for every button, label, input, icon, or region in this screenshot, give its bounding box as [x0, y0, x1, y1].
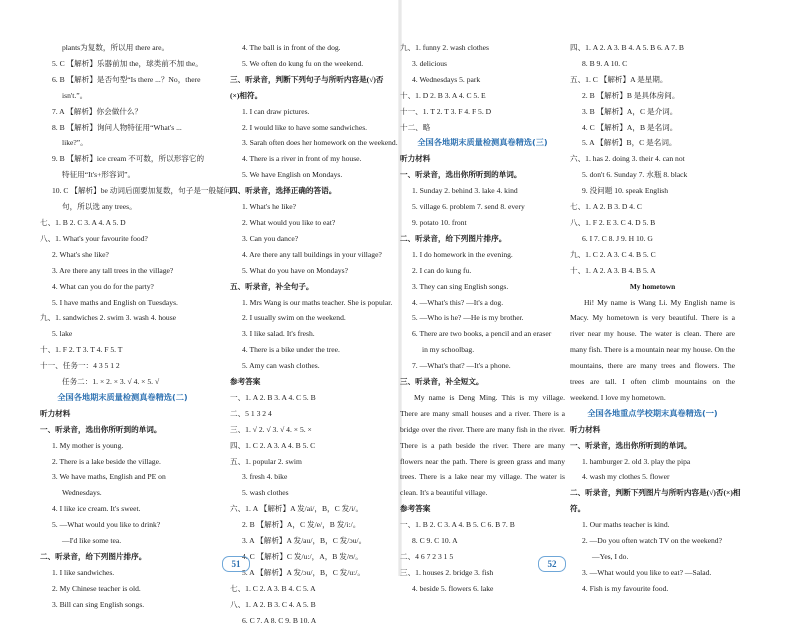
text-line: 7. A 【解析】你会做什么？	[52, 106, 143, 116]
section-title: 符。	[570, 504, 586, 514]
text-line: 3. delicious	[412, 58, 448, 68]
text-line: 八、1. A 2. B 3. C 4. A 5. B	[230, 599, 316, 609]
text-line: 九、1. sandwiches 2. swim 3. wash 4. house	[40, 313, 177, 323]
text-line: 4. I like ice cream. It's sweet.	[52, 504, 141, 514]
page-number: 51	[222, 556, 250, 572]
text-line: —I'd like some tea.	[62, 536, 122, 546]
text-line: 5. We often do kung fu on the weekend.	[242, 58, 364, 68]
text-line: 九、1. funny 2. wash clothes	[400, 43, 490, 52]
text-line: 2. I would like to have some sandwiches.	[242, 122, 368, 132]
text-line: 2. I can do kung fu.	[412, 265, 472, 275]
section-title: 三、听录音，判断下列句子与所听内容是(√)否	[230, 74, 384, 84]
text-line: 1. I can draw pictures.	[242, 106, 310, 116]
text-line: 七、1. A 2. B 3. D 4. C	[570, 202, 642, 212]
text-line: in my schoolbag.	[422, 345, 475, 355]
text-line: 4. Wednesdays 5. park	[412, 74, 481, 84]
text-line: 8. B 9. A 10. C	[582, 58, 628, 68]
text-line: 5. What do you have on Mondays?	[242, 265, 348, 275]
text-line: 4. —What's this? —It's a dog.	[412, 297, 504, 307]
text-line: 9. 没问题 10. speak English	[582, 186, 669, 196]
text-line: 1. hamburger 2. old 3. play the pipa	[582, 456, 691, 466]
section-title: 听力材料	[40, 408, 71, 418]
text-line: —Yes, I do.	[592, 552, 629, 561]
text-line: 一、1. B 2. C 3. A 4. B 5. C 6. B 7. B	[400, 520, 515, 530]
text-line: 九、1. C 2. A 3. C 4. B 5. C	[570, 249, 656, 259]
text-line: 6. There are two books, a pencil and an eraser	[412, 329, 552, 339]
section-title: 参考答案	[230, 377, 261, 387]
text-line: 4. C 【解析】C 发/u:/，A，B 发/ʊ/。	[242, 552, 363, 561]
text-line: 6. B 【解析】是否句型“Is there ...？No，there	[52, 74, 201, 84]
text-line: 1. My mother is young.	[52, 440, 124, 450]
text-line: 八、1. F 2. E 3. C 4. D 5. B	[570, 217, 656, 227]
text-line: 1. Sunday 2. behind 3. lake 4. kind	[412, 186, 518, 196]
text-line: 4. There is a bike under the tree.	[242, 345, 340, 355]
listening-passage: My name is Deng Ming. This is my village. There are many small houses and a river. There is a bridge over the river. There are many fish in the river. There is a path beside the river. There are many flowers near the path. There is green grass and many trees. There is a lake near my village. The water is clean. It's a beautiful village.	[400, 392, 565, 498]
essay-title: My hometown	[629, 281, 676, 291]
text-line: 2. There is a lake beside the village.	[52, 456, 161, 466]
text-line: 5. A 【解析】B，C 是名词。	[582, 138, 677, 148]
left-column-2	[230, 40, 398, 629]
text-line: 5. A 【解析】A 发/ɔu/，B，C 发/u:/。	[242, 567, 365, 577]
text-line: 4. wash my clothes 5. flower	[582, 472, 670, 482]
text-line: 10. C 【解析】be 动词后面要加复数，句子是一般疑问	[52, 186, 232, 196]
essay-body: Hi! My name is Wang Li. My English name is Macy. My hometown is very beautiful. There is a river near my house. The water is clean. There are many fish. There is a mountain near my house. On the mountains, there are many trees and flowers. The trees are tall. I often climb mountains on the weekend. I love my hometown.	[570, 297, 735, 402]
text-line: 6. C 7. A 8. C 9. B 10. A	[242, 615, 317, 625]
text-line: 1. Mrs Wang is our maths teacher. She is popular.	[242, 297, 393, 307]
text-line: 四、1. A 2. A 3. B 4. A 5. B 6. A 7. B	[570, 43, 684, 52]
text-line: 七、1. C 2. A 3. B 4. C 5. A	[230, 583, 316, 593]
text-line: 2. —Do you often watch TV on the weekend?	[582, 536, 722, 546]
text-line: 4. C 【解析】A，B 是名词。	[582, 122, 678, 132]
text-line: 五、1. C 【解析】A 是星期。	[570, 74, 668, 84]
section-title: 五、听录音，补全句子。	[230, 281, 314, 291]
text-line: 1. I do homework in the evening.	[412, 249, 513, 259]
text-line: 2. What would you like to eat?	[242, 217, 336, 227]
section-title: 听力材料	[400, 154, 431, 164]
section-title: 二、听录音，判断下列图片与所听内容是(√)否(×)相	[570, 488, 741, 498]
text-line: 1. What's he like?	[242, 202, 296, 212]
text-line: 二、5 1 3 2 4	[230, 408, 272, 418]
text-line: 3. Bill can sing English songs.	[52, 599, 145, 609]
text-line: 5. Amy can wash clothes.	[242, 361, 320, 371]
text-line: 5. —What would you like to drink?	[52, 520, 161, 530]
text-line: 5. wash clothes	[242, 488, 289, 498]
text-line: 5. We have English on Mondays.	[242, 170, 343, 180]
section-heading: 全国各地期末质量检测真卷精选(二)	[57, 391, 188, 402]
text-line: 四、1. C 2. A 3. A 4. B 5. C	[230, 440, 316, 450]
text-line: 任务二：1. × 2. × 3. √ 4. × 5. √	[62, 377, 160, 387]
section-title: 四、听录音，选择正确的答语。	[230, 186, 337, 196]
left-page	[0, 0, 400, 625]
text-line: 5. C 【解析】乐器前加 the，球类前不加 the。	[52, 58, 203, 68]
text-line: 十二、略	[400, 122, 431, 132]
text-line: 2. B 【解析】B 是具体房间。	[582, 90, 680, 100]
right-page	[400, 0, 800, 593]
text-line: 6. I 7. C 8. J 9. H 10. G	[582, 233, 653, 243]
text-line: 十、1. D 2. B 3. A 4. C 5. E	[400, 90, 486, 100]
text-line: like?”。	[62, 138, 88, 148]
text-line: 7. —What's that? —It's a phone.	[412, 361, 511, 371]
right-column-1	[400, 40, 565, 597]
text-line: isn't.”。	[62, 90, 88, 100]
text-line: 七、1. B 2. C 3. A 4. A 5. D	[40, 217, 126, 227]
text-line: 8. C 9. C 10. A	[412, 536, 458, 546]
text-line: 4. What can you do for the party?	[52, 281, 154, 291]
text-line: 三、1. houses 2. bridge 3. fish	[400, 567, 494, 577]
text-line: 句，所以选 any trees。	[62, 202, 137, 212]
text-line: 4. There is a river in front of my house.	[242, 154, 362, 164]
text-line: 4. Fish is my favourite food.	[582, 583, 669, 593]
section-title: 二、听录音，给下列图片排序。	[40, 552, 147, 561]
text-line: 3. A 【解析】A 发/au/，B，C 发/ɔu/。	[242, 536, 367, 546]
text-line: Wednesdays.	[62, 488, 102, 498]
text-line: 1. I like sandwiches.	[52, 567, 115, 577]
left-column-1	[40, 40, 232, 613]
section-heading: 全国各地期末质量检测真卷精选(三)	[417, 137, 548, 148]
text-line: 3. Are there any tall trees in the village?	[52, 265, 174, 275]
section-title: 一、听录音，选出你所听到的单词。	[400, 170, 522, 180]
section-title: 二、听录音，给下列图片排序。	[400, 233, 507, 243]
text-line: 3. They can sing English songs.	[412, 281, 509, 291]
text-line: 二、4 6 7 2 3 1 5	[400, 552, 454, 561]
text-line: 5. —Who is he? —He is my brother.	[412, 313, 524, 323]
text-line: 4. The ball is in front of the dog.	[242, 43, 341, 52]
section-title: 一、听录音，选出你所听到的单词。	[570, 440, 692, 450]
text-line: 六、1. A 【解析】A 发/ai/，B，C 发/i/。	[230, 504, 364, 514]
text-line: 2. I usually swim on the weekend.	[242, 313, 346, 323]
text-line: 5. village 6. problem 7. send 8. every	[412, 202, 525, 212]
text-line: 9. B 【解析】ice cream 不可数，所以形容它的	[52, 154, 205, 164]
text-line: 9. potato 10. front	[412, 217, 467, 227]
section-heading: 全国各地重点学校期末真卷精选(一)	[587, 407, 718, 418]
text-line: 十一、1. T 2. T 3. F 4. F 5. D	[400, 106, 492, 116]
text-line: 三、1. √ 2. √ 3. √ 4. × 5. ×	[230, 424, 312, 434]
right-column-2	[570, 40, 741, 597]
section-title: 听力材料	[570, 424, 601, 434]
text-line: 一、1. A 2. B 3. A 4. C 5. B	[230, 392, 316, 402]
text-line: plants为复数，所以用 there are。	[62, 43, 170, 52]
text-line: 3. fresh 4. bike	[242, 472, 288, 482]
text-line: 3. —What would you like to eat? —Salad.	[582, 567, 712, 577]
text-line: 特征用“It's+形容词”。	[62, 170, 136, 180]
text-line: 3. Sarah often does her homework on the weekend.	[242, 138, 398, 148]
text-line: 八、1. What's your favourite food?	[40, 233, 148, 243]
page-number: 52	[538, 556, 566, 572]
text-line: 4. beside 5. flowers 6. lake	[412, 583, 494, 593]
text-line: 4. Are there any tall buildings in your village?	[242, 249, 382, 259]
text-line: 2. B 【解析】A，C 发/e/，B 发/i:/。	[242, 520, 361, 530]
text-line: 3. I like salad. It's fresh.	[242, 329, 315, 339]
text-line: 十、1. A 2. A 3. B 4. B 5. A	[570, 265, 656, 275]
text-line: 5. don't 6. Sunday 7. 水瓶 8. black	[582, 170, 688, 180]
section-title: 三、听录音，补全短文。	[400, 377, 484, 387]
text-line: 十、1. F 2. T 3. T 4. F 5. T	[40, 345, 123, 355]
text-line: 2. What's she like?	[52, 249, 109, 259]
section-title: 参考答案	[400, 504, 431, 514]
text-line: 六、1. has 2. doing 3. their 4. can not	[570, 154, 685, 164]
section-title: (×)相符。	[230, 90, 263, 100]
text-line: 3. Can you dance?	[242, 233, 299, 243]
section-title: 一、听录音，选出你所听到的单词。	[40, 424, 162, 434]
text-line: 十一、任务一：4 3 5 1 2	[40, 361, 120, 371]
text-line: 3. We have maths, English and PE on	[52, 472, 166, 482]
text-line: 五、1. popular 2. swim	[230, 456, 302, 466]
text-line: 1. Our maths teacher is kind.	[582, 520, 670, 530]
text-line: 2. My Chinese teacher is old.	[52, 583, 141, 593]
text-line: 5. lake	[52, 329, 73, 339]
text-line: 5. I have maths and English on Tuesdays.	[52, 297, 178, 307]
text-line: 8. B 【解析】询问人物特征用“What's ...	[52, 122, 182, 132]
text-line: 3. B 【解析】A，C 是介词。	[582, 106, 678, 116]
